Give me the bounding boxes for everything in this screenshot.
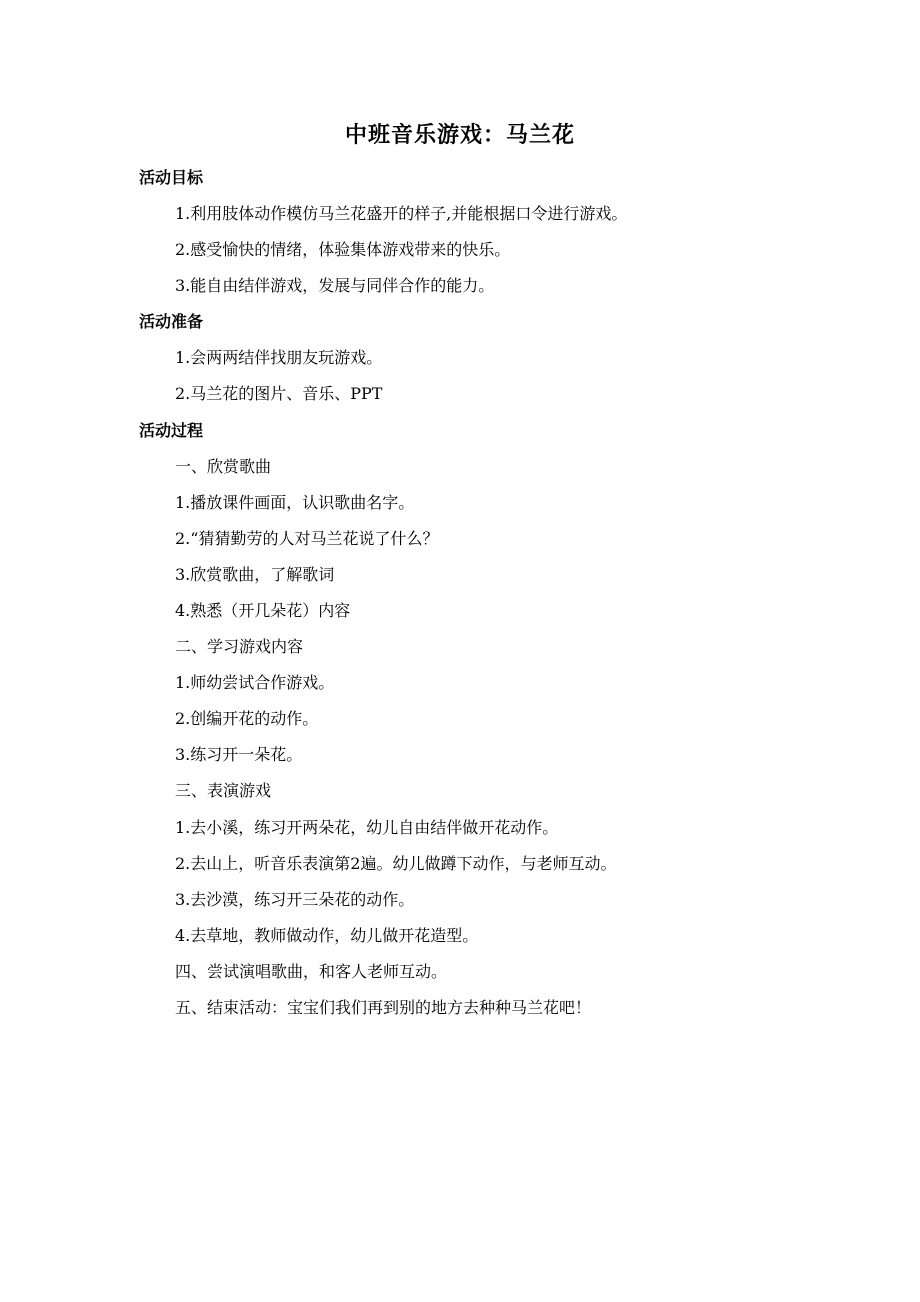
process-item-4: 3.欣赏歌曲，了解歌词 [175, 565, 335, 584]
process-item-13: 3.去沙漠，练习开三朵花的动作。 [175, 890, 415, 909]
process-item-6: 二、学习游戏内容 [175, 637, 304, 656]
process-item-9: 3.练习开一朵花。 [175, 745, 303, 764]
preparation-item-1: 1.会两两结伴找朋友玩游戏。 [175, 348, 383, 367]
process-item-2: 1.播放课件画面，认识歌曲名字。 [175, 493, 415, 512]
process-item-12: 2.去山上，听音乐表演第2遍。幼儿做蹲下动作，与老师互动。 [175, 854, 617, 873]
process-item-16: 五、结束活动：宝宝们我们再到别的地方去种种马兰花吧！ [175, 998, 592, 1017]
process-item-15: 四、尝试演唱歌曲，和客人老师互动。 [175, 962, 448, 981]
process-item-10: 三、表演游戏 [175, 781, 272, 800]
process-item-11: 1.去小溪，练习开两朵花，幼儿自由结伴做开花动作。 [175, 818, 559, 837]
process-item-14: 4.去草地，教师做动作，幼儿做开花造型。 [175, 926, 479, 945]
process-item-8: 2.创编开花的动作。 [175, 709, 319, 728]
section-heading-goals: 活动目标 [139, 168, 204, 187]
section-heading-preparation: 活动准备 [139, 312, 204, 331]
goal-item-3: 3.能自由结伴游戏，发展与同伴合作的能力。 [175, 276, 495, 295]
process-item-7: 1.师幼尝试合作游戏。 [175, 673, 335, 692]
process-item-1: 一、欣赏歌曲 [175, 457, 272, 476]
section-heading-process: 活动过程 [139, 421, 204, 440]
goal-item-2: 2.感受愉快的情绪，体验集体游戏带来的快乐。 [175, 240, 511, 259]
page-title: 中班音乐游戏：马兰花 [344, 123, 575, 148]
goal-item-1: 1.利用肢体动作模仿马兰花盛开的样子,并能根据口令进行游戏。 [175, 204, 628, 223]
process-item-5: 4.熟悉（开几朵花）内容 [175, 601, 351, 620]
preparation-item-2: 2.马兰花的图片、音乐、PPT [175, 384, 383, 403]
process-item-3: 2.“猜猜勤劳的人对马兰花说了什么？ [175, 529, 439, 548]
